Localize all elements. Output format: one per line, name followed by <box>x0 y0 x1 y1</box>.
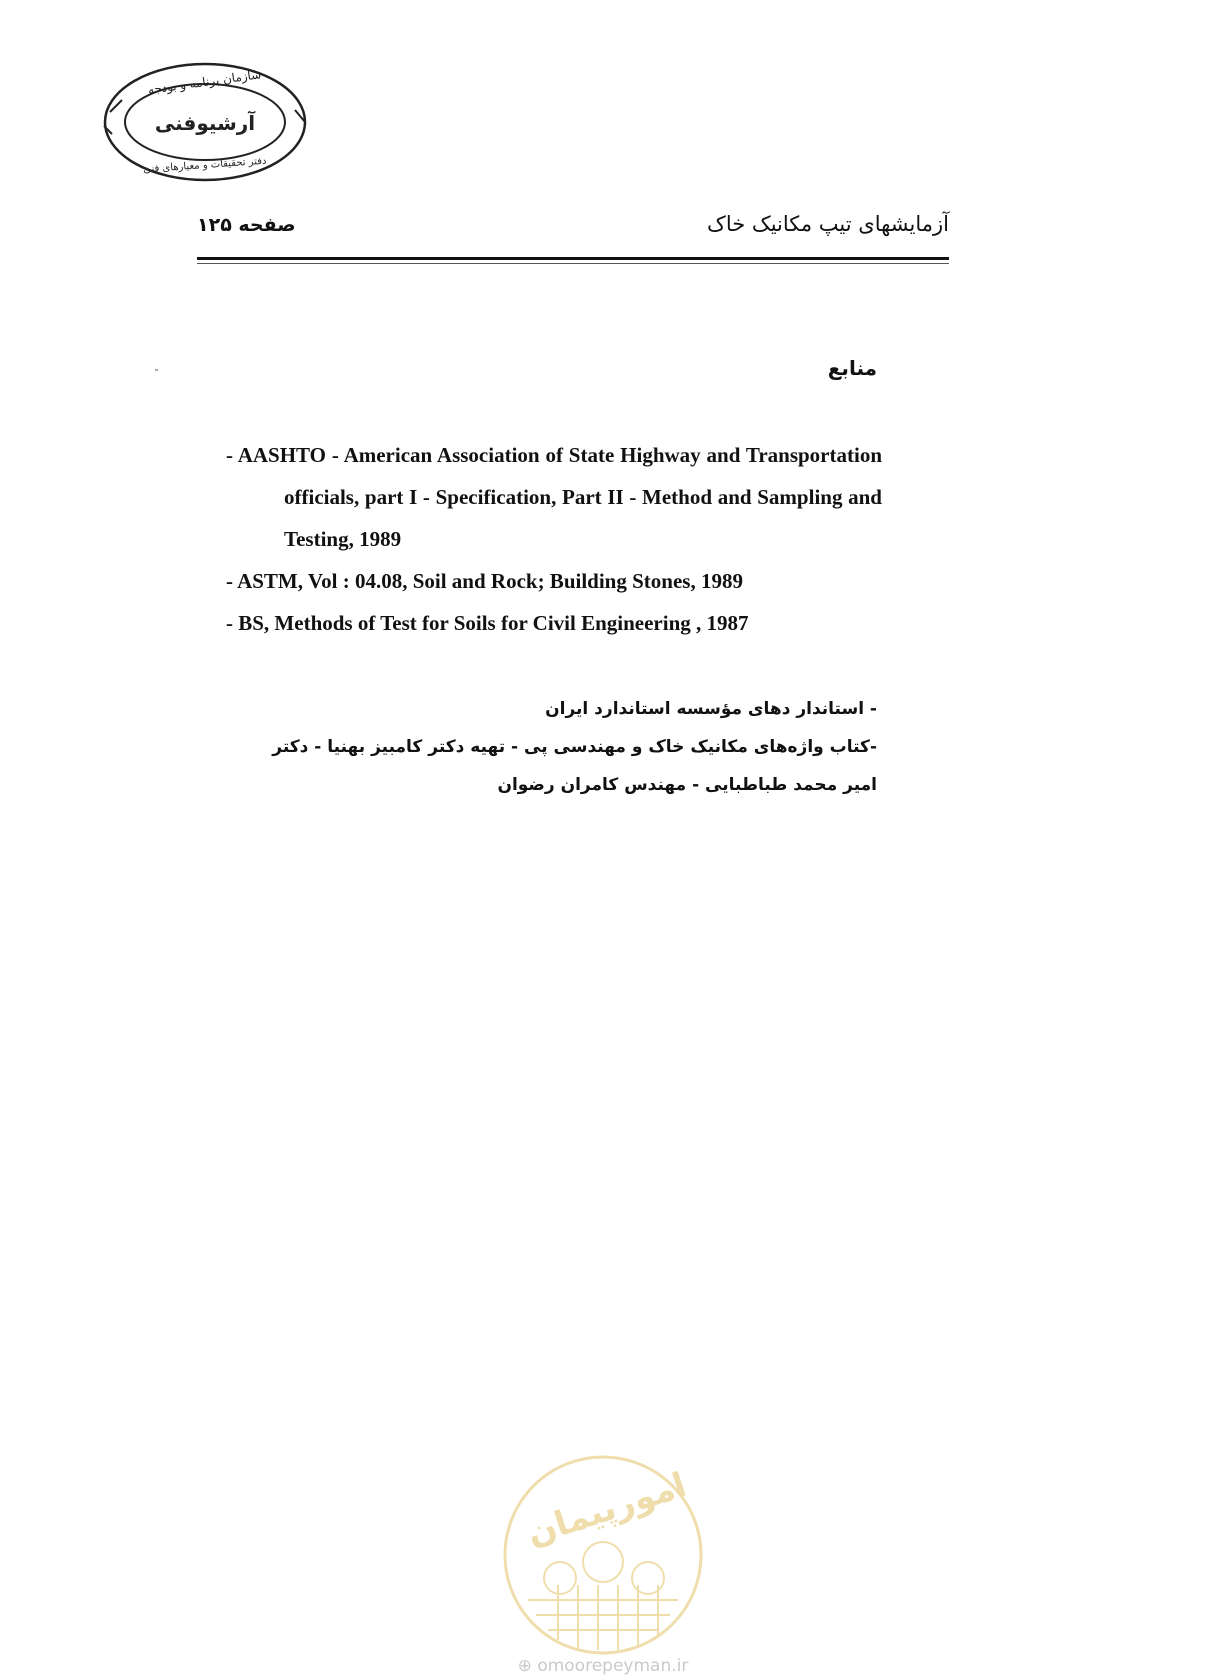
reference-soil-glossary: -کتاب واژه‌های مکانیک خاک و مهندسی پی - تهیه دکتر کامبیز بهنیا - دکتر امیر محمد طباطبایی - مهندس کامران رضوان <box>272 737 877 795</box>
svg-text:دفتر تحقیقات و معیارهای فنی: دفتر تحقیقات و معیارهای فنی <box>142 155 267 176</box>
page-number: صفحه ۱۲۵ <box>197 214 296 236</box>
header-rule-thin <box>197 263 949 264</box>
header-rule-thick <box>197 257 949 260</box>
reference-bs: - BS, Methods of Test for Soils for Civil Engineering , 1987 <box>226 611 749 635</box>
watermark-site <box>508 1656 698 1676</box>
svg-text:سازمان برنامه و بودجه: سازمان برنامه و بودجه <box>146 67 262 97</box>
section-heading: منابع <box>827 356 877 380</box>
book-title: آزمایشهای تیپ مکانیک خاک <box>707 212 949 236</box>
watermark-emblem <box>498 1450 708 1660</box>
archive-stamp <box>100 52 310 192</box>
archive-stamp-seal <box>100 52 310 192</box>
reference-iran-standards: - استاندار دهای مؤسسه استاندارد ایران <box>545 699 877 719</box>
page-header <box>197 210 949 252</box>
watermark-logo-text: امورپیمان <box>522 1465 692 1555</box>
references-english-list <box>226 434 882 644</box>
watermark-logo <box>498 1450 708 1660</box>
watermark-site-text: omoorepeyman.ir <box>537 1656 689 1676</box>
reference-aashto: - AASHTO - American Association of State Highway and Transportation officials, part I - Specification, Part II - Method and Sampling and Testing, 1989 <box>226 443 882 551</box>
svg-text:آرشیوفنی: آرشیوفنی <box>154 111 256 135</box>
globe-icon: ⊕ <box>517 1656 532 1676</box>
reference-astm: - ASTM, Vol : 04.08, Soil and Rock; Building Stones, 1989 <box>226 569 743 593</box>
scan-speck <box>155 369 158 371</box>
references-persian-list <box>237 690 877 804</box>
